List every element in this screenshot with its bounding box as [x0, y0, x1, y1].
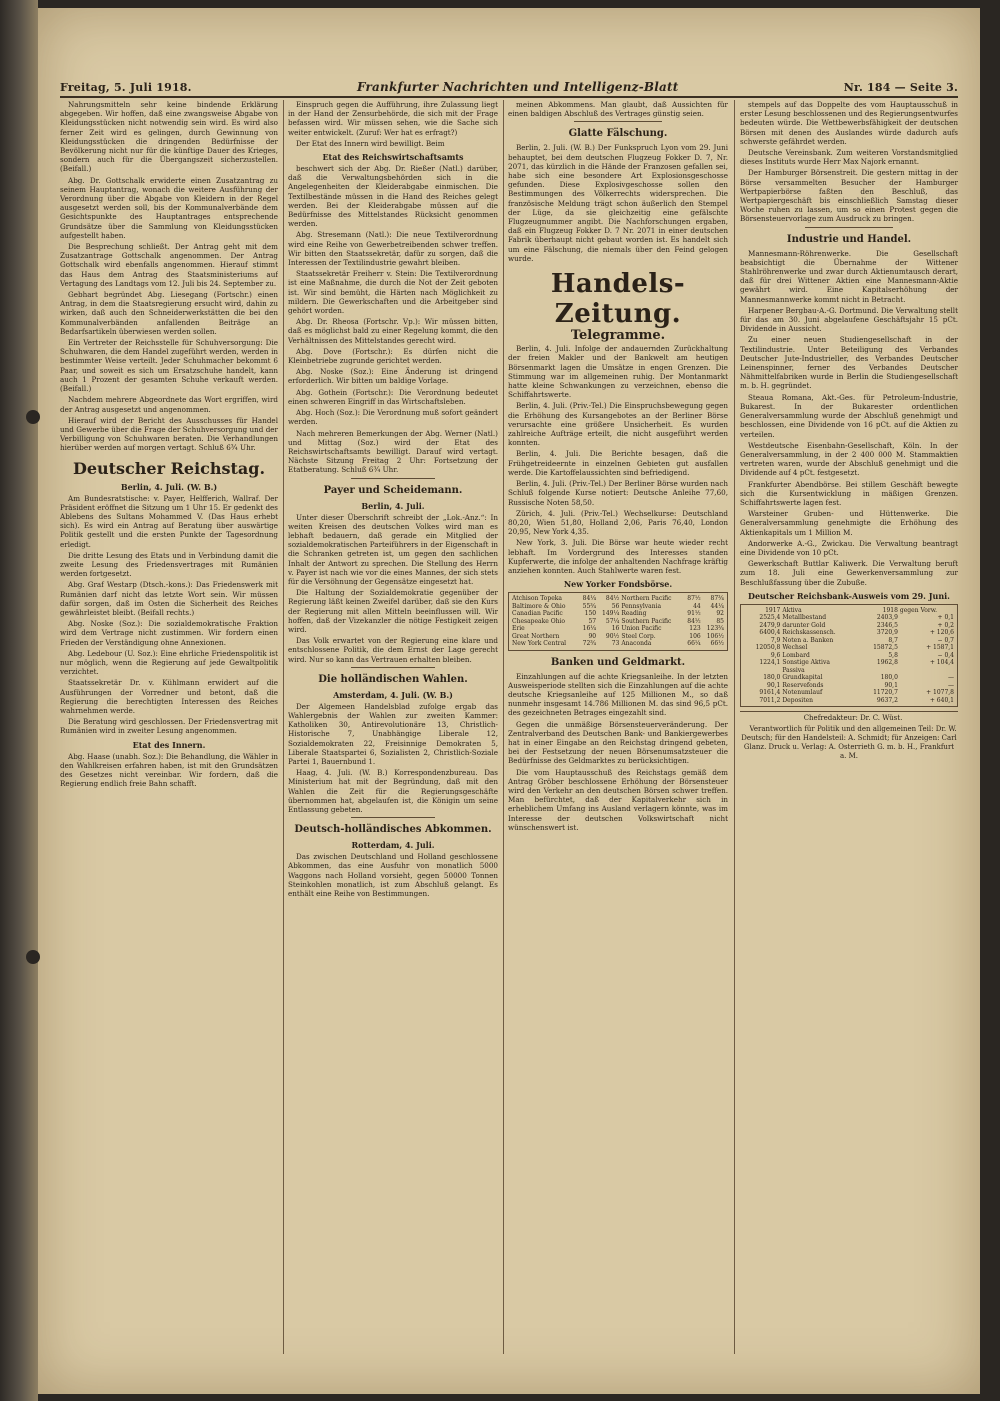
- table-cell: − 0,7: [937, 636, 954, 644]
- table-cell: Sonstige Aktiva: [782, 659, 830, 667]
- table-row: [743, 622, 955, 630]
- column-4: [740, 100, 958, 1354]
- table-cell: 2525,4: [759, 614, 781, 622]
- reichsbank-table: [740, 604, 958, 708]
- table-cell: 56: [611, 602, 620, 610]
- table-row: [511, 640, 725, 648]
- paragraph: Berlin, 4. Juli. Infolge der andauernden Zurückhaltung der freien Makler und der Bankwelt am heutigen Börsenmarkt lagen die Umsätze in engen Grenzen. Die Stimmung war im allgemeinen ruhig. Der Montanmarkt hatte kleine Schwankungen zu verzeichnen, ebenso die Schiffahrtswerte.: [508, 344, 728, 400]
- table-cell: 2479,9: [759, 621, 781, 629]
- table-cell: 16: [611, 625, 620, 633]
- table-cell: Reading: [621, 610, 647, 618]
- paragraph: Haag, 4. Juli. (W. B.) Korrespondenzbureau. Das Ministerium hat mit der Begründung, daß mit den Wahlen die Zeit für die Regierungsgeschäfte übernommen hat, abgelaufen ist, die Königin um seine Entlassung gebeten.: [288, 768, 498, 814]
- separator: [351, 817, 435, 818]
- table-cell: Reichskassensch.: [782, 629, 836, 637]
- table-cell: 106: [689, 632, 701, 640]
- wahlen-text: [288, 702, 498, 814]
- banken-text: [508, 672, 728, 832]
- table-cell: 44¼: [710, 602, 724, 610]
- paragraph: Abg. Hoch (Soz.): Die Verordnung muß sofort geändert werden.: [288, 408, 498, 427]
- paragraph: Berlin, 2. Juli. (W. B.) Der Funkspruch Lyon vom 29. Juni behauptet, bei dem deutschen Flugzeug Fokker D. 7, Nr. 2071, das kürzlich in die Hände der Franzosen gefallen sei, habe sich eine besondere Art Explosionsgeschosse gefunden. Diese Explosivgeschosse sollen den Bestimmungen des Völkerrechts widersprechen. Die französische Meldung trägt schon äußerlich den Stempel der Lüge, da sie gleichzeitig eine gefälschte Flugzeugnummer angibt. Die Nachforschungen ergaben, daß ein Flugzeug Fokker D. 7 Nr. 2071 in einer deutschen Fabrik überhaupt nicht gebaut worden ist. Es handelt sich um eine Fälschung, die niemals über den Feind gelogen wurde.: [508, 143, 728, 263]
- etat-text: [60, 752, 278, 789]
- table-cell: Canadian Pacific: [512, 610, 563, 618]
- paragraph: Abg. Gothein (Fortschr.): Die Verordnung bedeutet einen schweren Eingriff in das Wirtschaftsleben.: [288, 387, 498, 406]
- reichstag-heading: Deutscher Reichstag.: [72, 458, 266, 478]
- table-cell: + 640,1: [929, 696, 954, 704]
- table-cell: 91½: [687, 610, 701, 618]
- table-cell: 8,7: [888, 636, 898, 644]
- table-cell: 12050,8: [755, 644, 781, 652]
- separator: [805, 227, 892, 228]
- table-cell: 123: [689, 625, 701, 633]
- separator: [574, 121, 662, 122]
- table-cell: 72¾: [582, 640, 597, 648]
- table-cell: 5,8: [888, 651, 898, 659]
- table-cell: 123¾: [706, 625, 724, 633]
- table-cell: 1962,8: [876, 659, 898, 667]
- paragraph: Gewerkschaft Buttlar Kaliwerk. Die Verwaltung beruft zum 18. Juli eine Gewerkenversammlung zur Beschlußfassung über die Zubuße.: [740, 559, 958, 587]
- column-rule: [503, 100, 504, 1354]
- paragraph: Das Volk erwartet von der Regierung eine klare und entschlossene Politik, die dem Ernst der Lage gerecht wird. Nur so kann das Vertrauen erhalten bleiben.: [288, 636, 498, 664]
- table-cell: 57: [588, 617, 597, 625]
- table-row: [511, 625, 725, 633]
- table-cell: 11720,7: [873, 689, 898, 697]
- paragraph: Berlin, 4. Juli. Die Berichte besagen, daß die Frühgetreideernte in einzelnen Gebieten gut ausfallen werde. Die Kartoffelaussichten sind befriedigend.: [508, 449, 728, 477]
- table-cell: Pennsylvania: [621, 602, 662, 610]
- telegramme-heading: Telegramme.: [570, 328, 666, 344]
- paragraph: Zürich, 4. Juli. (Priv.-Tel.) Wechselkurse: Deutschland 80,20, Wien 51,80, Holland 2,06, Paris 76,40, London 20,95, New York 4,35.: [508, 508, 728, 537]
- table-cell: Grundkapital: [782, 674, 823, 682]
- table-row: [511, 595, 725, 603]
- table-row: [743, 697, 955, 705]
- table-cell: 87¾: [710, 595, 724, 603]
- table-cell: Erie: [512, 625, 525, 633]
- table-cell: 84½: [687, 617, 701, 625]
- paragraph: Chefredakteur: Dr. C. Wüst.: [803, 714, 903, 723]
- table-cell: 9,6: [770, 651, 781, 659]
- imprint: [740, 711, 958, 761]
- payer-heading: Payer und Scheidemann.: [323, 484, 463, 496]
- table-cell: 1224,1: [759, 659, 781, 667]
- paragraph: Unter dieser Überschrift schreibt der „Lok.-Anz.“: In weiten Kreisen des deutschen Volkes wird man es lebhaft bedauern, daß gerade ein Mitglied der sozialdemokratischen Parteiführers in der Eigenschaft in die Schranken getreten ist, um gegen den sachlichen Inhalt der Antwort zu sprechen. Die Stellung des Herrn v. Payer ist nach wie vor die eines Mannes, der sich stets für die Versöhnung der Gegensätze eingesetzt hat.: [288, 512, 498, 586]
- paragraph: Einzahlungen auf die achte Kriegsanleihe. In der letzten Ausweisperiode stellten sich die Einzahlungen auf die achte deutsche Kriegsanleihe auf 125 Millionen M., so daß nunmehr insgesamt 14.786 Millionen M. das sind 96,5 pCt. des gezeichneten Betrages eingezahlt sind.: [508, 671, 728, 718]
- table-cell: Anaconda: [621, 640, 652, 648]
- column-2: [288, 100, 498, 1354]
- table-cell: Great Northern: [512, 632, 560, 640]
- table-cell: 3720,9: [876, 629, 898, 637]
- table-cell: + 0,1: [937, 614, 954, 622]
- paragraph: Die Besprechung schließt. Der Antrag geht mit dem Zusatzantrage Gottschalk angenommen. Der Antrag Gottschalk wird ebenfalls angenommen. Hierauf stimmt das Haus dem Antrag des Staatsministeriums auf Vertagung des Landtags vom 12. Juli bis 24. September zu.: [60, 242, 278, 288]
- paragraph: Abg. Noske (Soz.): Die sozialdemokratische Fraktion wird dem Vertrage nicht zustimmen. Wir fordern einen Frieden der Verständigung ohne Annexionen.: [60, 619, 278, 647]
- masthead: [60, 74, 958, 98]
- industrie-heading: Industrie und Handel.: [786, 233, 912, 245]
- paragraph: Ein Vertreter der Reichsstelle für Schuhversorgung: Die Schuhwaren, die dem Handel zugeführt werden, werden in bestimmter Weise verteilt. Jeder Schuhmacher bekommt 6 Paar, und soweit es sich um Ersatzschuhe handelt, kann auch 1 Prozent der gesamten Schuhe verkauft werden. (Beifall.): [60, 338, 278, 394]
- table-cell: 1917: [765, 606, 781, 614]
- table-row: [511, 603, 725, 611]
- telegramme-text: [508, 344, 728, 575]
- table-cell: Passiva: [782, 666, 805, 674]
- table-cell: Northern Pacific: [621, 595, 672, 603]
- table-cell: 149¼: [602, 610, 620, 618]
- table-cell: 57¼: [605, 617, 620, 625]
- table-cell: Wechsel: [782, 644, 808, 652]
- table-cell: + 1587,1: [926, 644, 954, 652]
- table-cell: 2403,9: [876, 614, 898, 622]
- paragraph: Deutsche Vereinsbank. Zum weiteren Vorstandsmitglied dieses Instituts wurde Herr Max Najork ernannt.: [740, 148, 958, 167]
- table-cell: Depositen: [782, 696, 814, 704]
- table-cell: + 120,6: [929, 629, 954, 637]
- col4-intro: [740, 100, 958, 224]
- reichstag-text: [60, 494, 278, 736]
- book-binding: [0, 0, 38, 1401]
- paragraph: stempels auf das Doppelte des vom Hauptausschuß in erster Lesung beschlossenen und des Regierungsentwurfes bedeuten würde. Die Wettbewerbsfähigkeit der deutschen Börsen mit denen des Auslandes würde dadurch aufs schwerste gefährdet werden.: [740, 100, 958, 146]
- table-cell: [861, 667, 899, 675]
- table-cell: 85: [716, 617, 724, 625]
- paragraph: Westdeutsche Eisenbahn-Gesellschaft, Köln. In der Generalversammlung, in der 2 400 000 M. Stammaktien vertreten waren, wurde der Abschluß genehmigt und die Dividende auf 4 pCt. festgesetzt.: [740, 440, 958, 478]
- table-row: [743, 607, 955, 615]
- table-cell: 90: [588, 632, 597, 640]
- table-cell: Baltimore & Ohio: [512, 602, 566, 610]
- paragraph: Abg. Ledebour (U. Soz.): Eine ehrliche Friedenspolitik ist nur möglich, wenn die Regierung auf jede Gewaltpolitik verzichtet.: [60, 648, 278, 677]
- paragraph: Abg. Dr. Rheosa (Fortschr. Vp.): Wir müssen bitten, daß es möglichst bald zu einer Regelung kommt, die den Verhältnissen des Mittelstandes gerecht wird.: [288, 317, 498, 345]
- paragraph: Abg. Haase (unabh. Soz.): Die Behandlung, die Wähler in den Wahlkreisen erfahren haben, ist mit den Grundsätzen des Gesetzes nicht vereinbar. Wir fordern, daß die Regierung endlich freie Bahn schafft.: [60, 751, 278, 789]
- table-cell: Union Pacific: [621, 625, 662, 633]
- table-cell: 6400,4: [759, 629, 781, 637]
- table-row: [743, 629, 955, 637]
- table-cell: 44: [693, 602, 701, 610]
- etat-heading: Etat des Innern.: [132, 739, 206, 750]
- table-cell: Reservefonds: [782, 681, 824, 689]
- table-row: [743, 667, 955, 675]
- table-cell: 90,1: [767, 681, 781, 689]
- table-row: [743, 644, 955, 652]
- table-cell: 73: [611, 640, 620, 648]
- faelschung-heading: Glatte Fälschung.: [568, 128, 668, 140]
- paragraph: Die Haltung der Sozialdemokratie gegenüber der Regierung läßt keinen Zweifel darüber, daß sie den Kurs der Regierung mit allen Mitteln beeinflussen will. Wir hoffen, daß der Vizekanzler die nötige Festigkeit zeigen wird.: [288, 588, 498, 634]
- table-cell: 2346,5: [876, 621, 898, 629]
- table-row: [743, 637, 955, 645]
- paragraph: Steaua Romana, Akt.-Ges. für Petroleum-Industrie, Bukarest. In der Bukarester ordentlichen Generalversammlung wurde der Abschluß genehmigt und beschlossen, eine Dividende von 16 pCt. auf die Aktien zu verteilen.: [740, 392, 958, 439]
- reichstag-dateline: Berlin, 4. Juli. (W. B.): [120, 481, 218, 492]
- paragraph: Nach mehreren Bemerkungen der Abg. Werner (Natl.) und Mittag (Soz.) wird der Etat des Reichswirtschaftsamts bewilligt. Darauf wird vertagt. Nächste Sitzung Freitag 2 Uhr: Fortsetzung der Etatberatung. Schluß 6¾ Uhr.: [288, 428, 498, 475]
- paragraph: Gebhart begründet Abg. Liesegang (Fortschr.) einen Antrag, in dem die Staatsregierung ersucht wird, dahin zu wirken, daß auch den Schneiderwerkstätten die bei den Kommunalverbänden anfallenden Beiträge an Bedarfsartikeln überwiesen werden sollen.: [60, 290, 278, 336]
- paragraph: Das zwischen Deutschland und Holland geschlossene Abkommen, das eine Ausfuhr von monatlich 5000 Waggons nach Holland vorsieht, gegen 50000 Tonnen Steinkohlen monatlich, ist zum Abschluß gelangt. Es enthält eine Reihe von Bestimmungen.: [288, 852, 498, 899]
- paragraph: Der Hamburger Börsenstreit. Die gestern mittag in der Börse versammelten Besucher der Hamburger Wertpapierbörse faßten den Beschluß, das Wertpapiergeschäft bis einschließlich Samstag dieser Woche ruhen zu lassen, um so einen Protest gegen die Börsensteuervorlage zum Ausdruck zu bringen.: [740, 168, 958, 224]
- table-cell: 180,0: [880, 674, 898, 682]
- paragraph: Am Bundesratstische: v. Payer, Helfferich, Wallraf. Der Präsident eröffnet die Sitzung um 1 Uhr 15. Er gedenkt des Ablebens des Sultans Mohammed V. (Das Haus erhebt sich). Es wird ein Antrag auf Beratung über auswärtige Politik gestellt und die ersten Punkte der Tagesordnung erledigt.: [60, 493, 278, 549]
- table-cell: + 104,4: [929, 659, 954, 667]
- wahlen-heading: Die holländischen Wahlen.: [318, 673, 468, 685]
- table-cell: 90½: [605, 632, 620, 640]
- handels-zeitung-heading: Handels-Zeitung.: [550, 269, 686, 330]
- banken-heading: Banken und Geldmarkt.: [550, 656, 686, 668]
- table-cell: 90,1: [884, 681, 898, 689]
- table-cell: Notenumlauf: [782, 689, 823, 697]
- masthead-title: Frankfurter Nachrichten und Intelligenz-Blatt: [357, 80, 679, 94]
- paragraph: beschwert sich der Abg. Dr. Rießer (Natl.) darüber, daß die Verwaltungsbehörden sich in die Angelegenheiten der Kleiderabgabe einmischen. Die Textilbestände müssen in die Hand des Reiches gelegt werden. Bei der Kleiderabgabe müssen auf die Bedürfnisse des Mittelstandes Rücksicht genommen werden.: [288, 164, 498, 229]
- table-cell: —: [948, 674, 954, 682]
- paragraph: Zu einer neuen Studiengesellschaft in der Textilindustrie. Unter Beteiligung des Verbandes Deutscher Jute-Industrieller, des Verbandes Deutscher Leinenspinner, ferner des Verbandes Deutscher Nähmittelfabriken wurde in Berlin die Studiengesellschaft m. b. H. gegründet.: [740, 335, 958, 391]
- table-cell: 150: [584, 610, 597, 618]
- table-cell: 9161,4: [759, 689, 781, 697]
- table-cell: —: [948, 681, 954, 689]
- industrie-text: [740, 249, 958, 587]
- wirtschaft-text: [288, 164, 498, 475]
- table-cell: 66¼: [687, 640, 701, 648]
- wahlen-dateline: Amsterdam, 4. Juli. (W. B.): [333, 689, 453, 700]
- table-cell: Steel Corp.: [621, 632, 656, 640]
- masthead-date: Freitag, 5. Juli 1918.: [60, 81, 192, 94]
- table-cell: 9637,2: [876, 696, 898, 704]
- binding-hole: [26, 410, 40, 424]
- table-row: [511, 633, 725, 641]
- paragraph: Die Beratung wird geschlossen. Der Friedensvertrag mit Rumänien wird in zweiter Lesung angenommen.: [60, 717, 278, 736]
- table-row: [511, 610, 725, 618]
- table-cell: 66½: [710, 640, 724, 648]
- masthead-page-number: Nr. 184 — Seite 3.: [843, 81, 958, 94]
- paragraph: Staatssekretär Freiherr v. Stein: Die Textilverordnung ist eine Maßnahme, die durch die Not der Zeit geboten ist. Wir sind bemüht, die Härten nach Möglichkeit zu mildern. Die Gewerkschaften und die Arbeitgeber sind gehört worden.: [288, 269, 498, 316]
- table-cell: Aktiva: [782, 606, 802, 614]
- paragraph: Berlin, 4. Juli. (Priv.-Tel.) Der Berliner Börse wurden nach Schluß folgende Kurse notiert: Deutsche Anleihe 77,60, Russische Noten 58,50.: [508, 479, 728, 507]
- table-cell: gegen Vorw.: [899, 606, 938, 614]
- table-cell: 7011,2: [759, 696, 781, 704]
- paragraph: Berlin, 4. Juli. (Priv.-Tel.) Die Einspruchsbewegung gegen die Erhöhung des Kursangebotes an der Berliner Börse verursachte eine größere Unsicherheit. Es wurden zahlreiche Aufträge erteilt, die nicht ausgeführt werden konnten.: [508, 401, 728, 448]
- paragraph: Der Algemeen Handelsblad zufolge ergab das Wahlergebnis der Wahlen zur zweiten Kammer: Katholiken 30, Antirevolutionäre 13, Christlich-Historische 7, Unabhängige Liberale 12, Sozialdemokraten 22, Freisinnige Demokraten 5, Liberale Staatspartei 6, Sozialisten 2, Christlich-Soziale Partei 1, Bauernbund 1.: [288, 701, 498, 766]
- table-row: [743, 682, 955, 690]
- paragraph: Frankfurter Abendbörse. Bei stillem Geschäft bewegte sich die Kursentwicklung in mäßigen Grenzen. Schiffahrtswerte lagen fest.: [740, 479, 958, 507]
- table-row: [743, 659, 955, 667]
- table-cell: Southern Pacific: [621, 617, 672, 625]
- column-rule: [734, 100, 735, 1354]
- table-cell: 16¼: [582, 625, 597, 633]
- col3-intro: [508, 100, 728, 118]
- paragraph: Einspruch gegen die Aufführung, ihre Zulassung liegt in der Hand der Zensurbehörde, die sich mit der Frage befassen wird. Wir müssen sehen, wie die Sache sich weiter entwickelt. (Zuruf: Wer hat es erfragt?): [288, 100, 498, 137]
- table-cell: 55¾: [582, 602, 597, 610]
- column-1: [60, 100, 278, 1354]
- table-cell: 180,0: [763, 674, 781, 682]
- reichsbank-heading: Deutscher Reichsbank-Ausweis vom 29. Juni.: [748, 590, 950, 601]
- table-cell: Metallbestand: [782, 614, 827, 622]
- abkommen-dateline: Rotterdam, 4. Juli.: [351, 840, 435, 851]
- table-cell: Atchison Topeka: [512, 595, 562, 603]
- paragraph: Staatssekretär Dr. v. Kühlmann erwidert auf die Ausführungen der Vorredner und betont, daß die Regierung die berechtigten Interessen des Reiches wahrnehmen werde.: [60, 678, 278, 715]
- ny-fondsboerse-table: [508, 592, 728, 651]
- paragraph: New York, 3. Juli. Die Börse war heute wieder recht lebhaft. Im Vordergrund des Interesses standen Kupferwerte, die infolge der anhaltenden Nachfrage kräftig anziehen konnten. Auch Stahlwerte waren fest.: [508, 538, 728, 575]
- col2-intro: [288, 100, 498, 148]
- table-cell: 106½: [706, 632, 724, 640]
- paragraph: Abg. Stresemann (Natl.): Die neue Textilverordnung wird eine Reihe von Gewerbetreibenden schwer treffen. Wir bitten den Staatssekretär, dafür zu sorgen, daß die Interessen der Textilindustrie gewahrt bleiben.: [288, 230, 498, 268]
- abkommen-heading: Deutsch-holländisches Abkommen.: [294, 824, 492, 836]
- paragraph: Hierauf wird der Bericht des Ausschusses für Handel und Gewerbe über die Frage der Schuhversorgung und der Verbilligung von Schuhwaren beraten. Die Verhandlungen hierüber werden auf morgen vertagt. Schluß 6¾ Uhr.: [60, 415, 278, 453]
- table-cell: 84½: [605, 595, 620, 603]
- col1-intro: [60, 100, 278, 453]
- column-3: [508, 100, 728, 1354]
- table-row: [743, 652, 955, 660]
- paragraph: Die vom Hauptausschuß des Reichstags gemäß dem Antrag Gröber beschlossene Erhöhung der Börsensteuer wird den Verkehr an den deutschen Börsen schwer treffen. Man befürchtet, daß der Kapitalverkehr sich in erheblichem Umfang ins Ausland verlagern könnte, was im Interesse der deutschen Volkswirtschaft nicht wünschenswert ist.: [508, 767, 728, 832]
- table-cell: New York Central: [512, 640, 567, 648]
- table-row: [511, 618, 725, 626]
- paragraph: Abg. Dr. Gottschalk erwiderte einen Zusatzantrag zu seinem Hauptantrag, wonach die weitere Ausführung der Verordnung über die Abgabe von Kleidern in der Regel ausgesetzt werden soll, bis der Kommunalverbände dem Gesichtspunkte des Hauptantrages entsprechende Grundsätze über die Sammlung von Kleidungsstücken aufgestellt haben.: [60, 175, 278, 240]
- paragraph: Der Etat des Innern wird bewilligt. Beim: [296, 138, 445, 148]
- paragraph: Abg. Dove (Fortschr.): Es dürfen nicht die Kleinbetriebe zugrunde gerichtet werden.: [288, 346, 498, 366]
- table-cell: 7,9: [770, 636, 781, 644]
- paragraph: Harpener Bergbau-A.-G. Dortmund. Die Verwaltung stellt für das am 30. Juni abgelaufene Geschäftsjahr 15 pCt. Dividende in Aussicht.: [740, 305, 958, 334]
- table-cell: Chesapeake Ohio: [512, 617, 566, 625]
- newspaper-page: [38, 8, 980, 1394]
- paragraph: Warsteiner Gruben- und Hüttenwerke. Die Generalversammlung genehmigte die Erhöhung des Aktienkapitals um 1 Million M.: [740, 509, 958, 537]
- table-cell: 1918: [882, 606, 898, 614]
- table-cell: 15872,5: [873, 644, 898, 652]
- table-row: [743, 689, 955, 697]
- separator: [351, 667, 435, 668]
- table-cell: − 0,4: [937, 651, 954, 659]
- table-cell: Noten a. Banken: [782, 636, 834, 644]
- ny-fondsboerse-heading: New Yorker Fondsbörse.: [563, 579, 673, 590]
- table-row: [743, 614, 955, 622]
- paragraph: Nachdem mehrere Abgeordnete das Wort ergriffen, wird der Antrag ausgesetzt und angenommen.: [60, 395, 278, 414]
- table-cell: darunter Gold: [782, 621, 826, 629]
- table-cell: + 1077,8: [926, 689, 954, 697]
- faelschung-text: [508, 143, 728, 263]
- table-cell: Lombard: [782, 651, 810, 659]
- payer-dateline: Berlin, 4. Juli.: [361, 500, 425, 511]
- paragraph: Gegen die unmäßige Börsensteuerveränderung. Der Zentralverband des Deutschen Bank- und Bankiergewerbes hat in einer Eingabe an den Reichstag dringend gebeten, bei der Festsetzung der neuen Börsenumsatzsteuer die Bedürfnisse des Geldmarktes zu berücksichtigen.: [508, 719, 728, 766]
- separator: [351, 478, 435, 479]
- column-rule: [283, 100, 284, 1354]
- paragraph: Abg. Noske (Soz.): Eine Änderung ist dringend erforderlich. Wir bitten um baldige Vorlage.: [288, 367, 498, 386]
- paragraph: Verantwortlich für Politik und den allgemeinen Teil: Dr. W. Deutsch; für den Handelsteil: A. Schmidt; für Anzeigen: Carl Glanz. Druck u. Verlag: A. Osterrieth G. m. b. H., Frankfurt a. M.: [741, 725, 957, 761]
- wirtschaft-heading: Etat des Reichswirtschaftsamts: [322, 152, 464, 163]
- paragraph: meinen Abkommens. Man glaubt, daß Aussichten für einen baldigen Abschluß des Vertrages günstig seien.: [508, 100, 728, 119]
- table-cell: 84¼: [582, 595, 597, 603]
- table-cell: [899, 667, 955, 675]
- abkommen-text: [288, 852, 498, 898]
- table-cell: + 0,2: [937, 621, 954, 629]
- table-cell: 92: [716, 610, 724, 618]
- table-cell: [743, 667, 781, 675]
- payer-text: [288, 513, 498, 664]
- table-cell: 87½: [687, 595, 701, 603]
- binding-hole: [26, 950, 40, 964]
- paragraph: Abg. Graf Westarp (Dtsch.-kons.): Das Friedenswerk mit Rumänien darf nicht das letzte Wort sein. Wir müssen dafür sorgen, daß im Osten die Sicherheit des Reiches gewährleistet bleibt. (Beifall rechts.): [60, 580, 278, 617]
- paragraph: Nahrungsmitteln sehr keine bindende Erklärung abgegeben. Wir hoffen, daß eine zwangsweise Abgabe von Kleidungsstücken nicht notwendig sein wird. Es wird also ferner Zeit wird es gelingen, durch Gewinnung von Kleidungsstücken die dringenden Bedürfnisse der Bevölkerung nicht nur für die künftige Dauer des Krieges, sondern auch für die Übergangszeit sicherzustellen. (Beifall.): [60, 100, 278, 174]
- paragraph: Andorwerke A.-G., Zwickau. Die Verwaltung beantragt eine Dividende von 10 pCt.: [740, 538, 958, 557]
- table-row: [743, 674, 955, 682]
- paragraph: Die dritte Lesung des Etats und in Verbindung damit die zweite Lesung des Friedensvertrages mit Rumänien werden fortgesetzt.: [60, 550, 278, 579]
- paragraph: Mannesmann-Röhrenwerke. Die Gesellschaft beabsichtigt die Übernahme der Wittener Stahlröhrenwerke und zwar durch Aktienumtausch derart, daß für drei Wittener Aktien eine Mannesmann-Aktie gewährt wird. Eine Kapitalserhöhung der Mannesmannwerke kommt nicht in Betracht.: [740, 248, 958, 304]
